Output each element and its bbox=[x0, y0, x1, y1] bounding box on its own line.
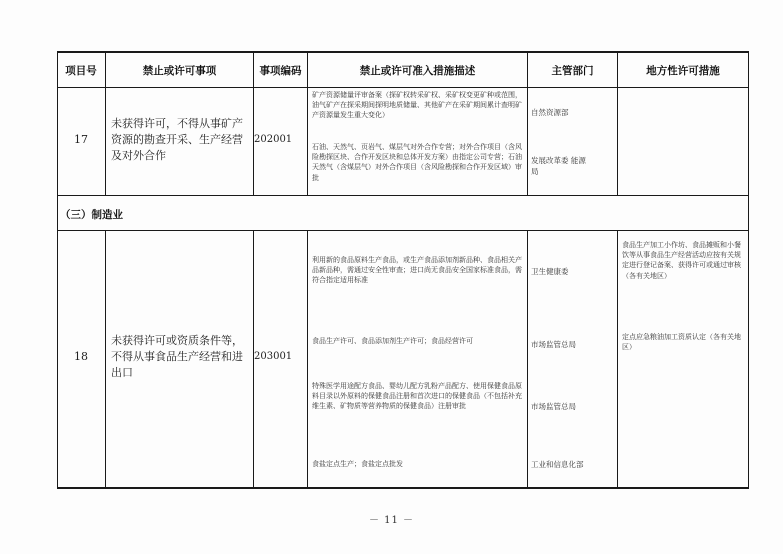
row18-item-no: 18 bbox=[74, 350, 88, 363]
header-matter: 禁止或许可事项 bbox=[142, 65, 217, 77]
row17-dept2: 发展改革委 能源局 bbox=[531, 156, 586, 176]
section-bottom-border bbox=[57, 230, 749, 231]
section-title: （三）制造业 bbox=[60, 209, 123, 221]
row18-desc3: 特殊医学用途配方食品、婴幼儿配方乳粉产品配方、使用保健食品原料目录以外原料的保健食品注册和首次进口的保健食品（不包括补充维生素、矿物质等营养物质的保健食品）注册审批 bbox=[312, 382, 522, 411]
col-divider-5b bbox=[617, 230, 618, 488]
row18-local2: 定点应急粮油加工资质认定（各有关地区） bbox=[622, 333, 741, 352]
row18-desc4: 食盐定点生产；食盐定点批发 bbox=[312, 460, 403, 468]
col-divider-3b bbox=[307, 230, 308, 488]
row18-dept3: 市场监管总局 bbox=[531, 402, 576, 411]
header-department: 主管部门 bbox=[551, 65, 594, 77]
table-top-border bbox=[57, 51, 749, 53]
table-bottom-border bbox=[57, 487, 749, 489]
header-bottom-border bbox=[57, 87, 749, 88]
row17-matter: 未获得许可，不得从事矿产资源的勘查开采、生产经营及对外合作 bbox=[111, 117, 243, 162]
row18-desc1: 利用新的食品原料生产食品，或生产食品添加剂新品种、食品相关产品新品种，需通过安全性审查；进口尚无食品安全国家标准食品，需符合指定适用标准 bbox=[312, 256, 522, 285]
row18-dept4: 工业和信息化部 bbox=[531, 460, 584, 469]
row17-bottom-border bbox=[57, 195, 749, 196]
row17-item-no: 17 bbox=[74, 133, 88, 146]
header-item-no: 项目号 bbox=[65, 65, 97, 77]
row17-desc1: 矿产资源储量评审备案（探矿权转采矿权、采矿权变更矿种或范围，油气矿产在探采期间探明地质储量、其他矿产在采矿期间累计查明矿产资源量发生重大变化） bbox=[312, 91, 522, 120]
header-local-measure: 地方性许可措施 bbox=[646, 65, 720, 77]
header-code: 事项编码 bbox=[259, 65, 302, 77]
header-description: 禁止或许可准入措施描述 bbox=[359, 65, 476, 77]
row18-local1: 食品生产加工小作坊、食品摊贩和小餐饮等从事食品生产经营活动应按有关规定进行登记备案、获得许可或通过审核（各有关地区） bbox=[622, 241, 741, 280]
row18-dept2: 市场监管总局 bbox=[531, 340, 576, 349]
col-divider-1b bbox=[105, 230, 106, 488]
table-left-border bbox=[57, 51, 58, 488]
table-right-border bbox=[748, 51, 749, 488]
col-divider-4b bbox=[527, 230, 528, 488]
page-number: － 11 － bbox=[368, 515, 415, 526]
row17-desc2: 石油、天然气、页岩气、煤层气对外合作专营；对外合作项目（含风险勘探区块、合作开发区块和总体开发方案）由指定公司专营；石油天然气（含煤层气）对外合作项目（含风险勘探和合作开发区域）审批 bbox=[312, 143, 522, 182]
row18-code: 203001 bbox=[254, 351, 293, 362]
row17-code: 202001 bbox=[254, 134, 293, 145]
row17-dept1: 自然资源部 bbox=[531, 108, 569, 117]
row18-dept1: 卫生健康委 bbox=[531, 267, 569, 276]
row18-matter: 未获得许可或资质条件等，不得从事食品生产经营和进出口 bbox=[111, 334, 243, 379]
row18-desc2: 食品生产许可、食品添加剂生产许可；食品经营许可 bbox=[312, 337, 473, 345]
